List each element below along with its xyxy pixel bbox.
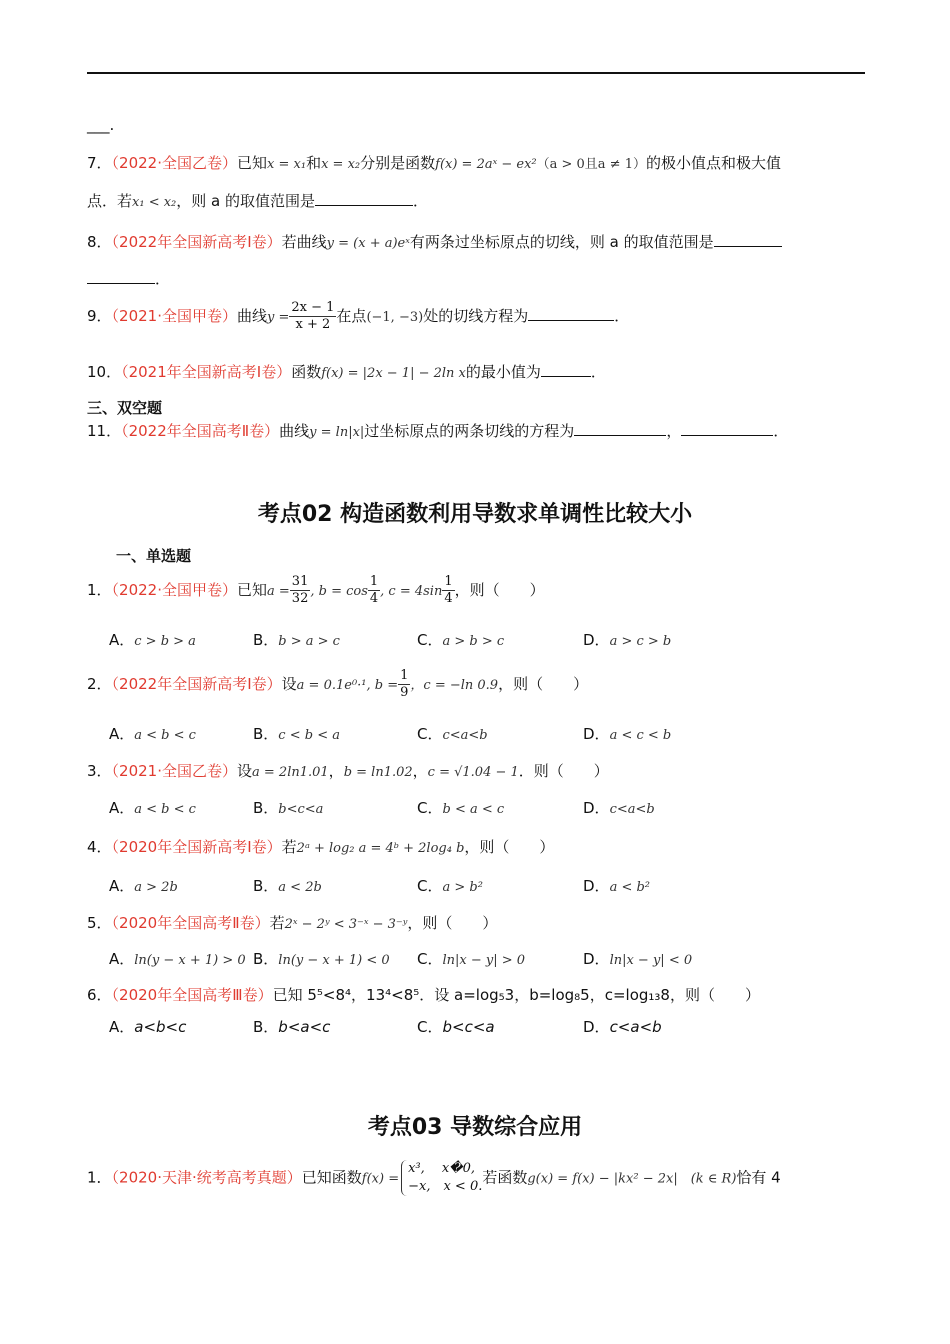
option-d[interactable]: D．ln|x − y| < 0 <box>583 950 693 968</box>
option-a[interactable]: A．c > b > a <box>109 631 196 649</box>
option-d[interactable]: D．a > c > b <box>583 631 672 649</box>
source-tag: （2022·全国甲卷） <box>111 581 237 599</box>
section-heading: 一、单选题 <box>116 547 192 565</box>
option-b[interactable]: B．b<a<c <box>253 1018 331 1036</box>
option-a[interactable]: A．a < b < c <box>109 725 196 743</box>
fraction: $\frac{31}{32}$ <box>291 574 309 606</box>
answer-blank[interactable] <box>528 306 614 321</box>
option-a[interactable]: A．ln(y − x + 1) > 0 <box>109 950 246 968</box>
k02-question-2: 2．（2022年全国新高考Ⅰ卷）设a = 0.1e⁰·¹, b = $\frac{1}{9}$ ，c = −ln 0.9，则（ ） <box>87 668 589 700</box>
source-tag: （2020年全国高考Ⅱ卷） <box>111 914 270 932</box>
question-8-line-2: ． <box>87 268 170 289</box>
option-d[interactable]: D．a < b² <box>583 877 651 895</box>
option-d[interactable]: D．c<a<b <box>583 1018 662 1036</box>
option-b[interactable]: B．b > a > c <box>253 631 340 649</box>
question-11: 11．（2022年全国高考Ⅱ卷）曲线y = ln|x|过坐标原点的两条切线的方程为 ， ． <box>87 422 789 440</box>
kaodian-03-title: 考点03 导数综合应用 <box>367 1115 583 1140</box>
k02-question-1: 1．（2022·全国甲卷）已知a = $\frac{31}{32}$ , b = cos $\frac{1}{4}$ , c = 4sin $\frac{1}{4}$ ，则（ ） <box>87 574 545 606</box>
source-tag: （2022·全国乙卷） <box>111 154 237 172</box>
answer-blank[interactable] <box>541 362 591 377</box>
question-7-line-2: 点．若x₁ < x₂，则 a 的取值范围是 ． <box>87 192 429 210</box>
question-7-line-1: 7．（2022·全国乙卷）已知x = x₁和x = x₂分别是函数f(x) = 2aˣ − ex²（a > 0且a ≠ 1）的极小值点和极大值 <box>87 154 781 172</box>
option-c[interactable]: C．ln|x − y| > 0 <box>417 950 526 968</box>
trailing-blank: ___. <box>87 116 115 134</box>
source-tag: （2020年全国高考Ⅲ卷） <box>111 986 273 1004</box>
source-tag: （2022年全国新高考Ⅰ卷） <box>111 675 282 693</box>
answer-blank[interactable] <box>574 421 666 436</box>
source-tag: （2022年全国高考Ⅱ卷） <box>121 422 280 440</box>
piecewise-brace: x³, x�0, −x, x < 0. <box>401 1160 482 1196</box>
option-c[interactable]: C．b < a < c <box>417 799 505 817</box>
k02-question-6: 6．（2020年全国高考Ⅲ卷）已知 5⁵<8⁴，13⁴<8⁵．设 a=log₅3，b=log₈5，c=log₁₃8，则（ ） <box>87 986 760 1004</box>
option-b[interactable]: B．b<c<a <box>253 799 324 817</box>
fraction: $\frac{1}{9}$ <box>400 668 409 700</box>
section-heading: 三、双空题 <box>87 399 163 417</box>
k02-question-5: 5．（2020年全国高考Ⅱ卷）若2ˣ − 2ʸ < 3⁻ˣ − 3⁻ʸ，则（ ） <box>87 914 498 932</box>
k02-question-3: 3．（2021·全国乙卷）设a = 2ln1.01，b = ln1.02，c = √1.04 − 1．则（ ） <box>87 762 609 780</box>
question-8-line-1: 8．（2022年全国新高考Ⅰ卷）若曲线y = (x + a)eˣ有两条过坐标原点的切线，则 a 的取值范围是 <box>87 231 782 252</box>
source-tag: （2021·全国乙卷） <box>111 762 237 780</box>
option-c[interactable]: C．a > b² <box>417 877 483 895</box>
answer-blank[interactable] <box>87 269 155 284</box>
option-c[interactable]: C．a > b > c <box>417 631 505 649</box>
option-b[interactable]: B．ln(y − x + 1) < 0 <box>253 950 390 968</box>
option-a[interactable]: A．a < b < c <box>109 799 196 817</box>
source-tag: （2021·全国甲卷） <box>111 307 237 325</box>
option-d[interactable]: D．a < c < b <box>583 725 672 743</box>
answer-blank[interactable] <box>714 232 782 247</box>
fraction: $\frac{2x - 1}{x + 2}$ <box>291 300 335 332</box>
header-rule <box>87 72 865 74</box>
answer-blank[interactable] <box>681 421 773 436</box>
kaodian-02-title: 考点02 构造函数利用导数求单调性比较大小 <box>257 502 693 527</box>
option-a[interactable]: A．a<b<c <box>109 1018 187 1036</box>
source-tag: （2020年全国新高考Ⅰ卷） <box>111 838 282 856</box>
fraction: $\frac{1}{4}$ <box>369 574 379 606</box>
fraction: $\frac{1}{4}$ <box>444 574 453 606</box>
k02-question-4: 4．（2020年全国新高考Ⅰ卷）若2ᵃ + log₂ a = 4ᵇ + 2log₄ b，则（ ） <box>87 838 555 856</box>
option-b[interactable]: B．c < b < a <box>253 725 340 743</box>
option-d[interactable]: D．c<a<b <box>583 799 655 817</box>
option-c[interactable]: C．c<a<b <box>417 725 488 743</box>
question-9: 9．（2021·全国甲卷）曲线y = $\frac{2x - 1}{x + 2}$ 在点(−1, −3)处的切线方程为 ． <box>87 300 630 332</box>
question-10: 10．（2021年全国新高考Ⅰ卷）函数f(x) = |2x − 1| − 2ln x的最小值为 ． <box>87 363 606 381</box>
option-b[interactable]: B．a < 2b <box>253 877 322 895</box>
source-tag: （2020·天津·统考高考真题） <box>111 1168 302 1187</box>
option-c[interactable]: C．b<c<a <box>417 1018 495 1036</box>
source-tag: （2021年全国新高考Ⅰ卷） <box>121 363 292 381</box>
answer-blank[interactable] <box>315 191 413 206</box>
k03-question-1: 1．（2020·天津·统考高考真题）已知函数f(x) = x³, x�0, −x, x < 0. 若函数g(x) = f(x) − |kx² − 2x| (k ∈ R)恰有 4 <box>87 1161 781 1194</box>
option-a[interactable]: A．a > 2b <box>109 877 178 895</box>
source-tag: （2022年全国新高考Ⅰ卷） <box>111 233 282 251</box>
